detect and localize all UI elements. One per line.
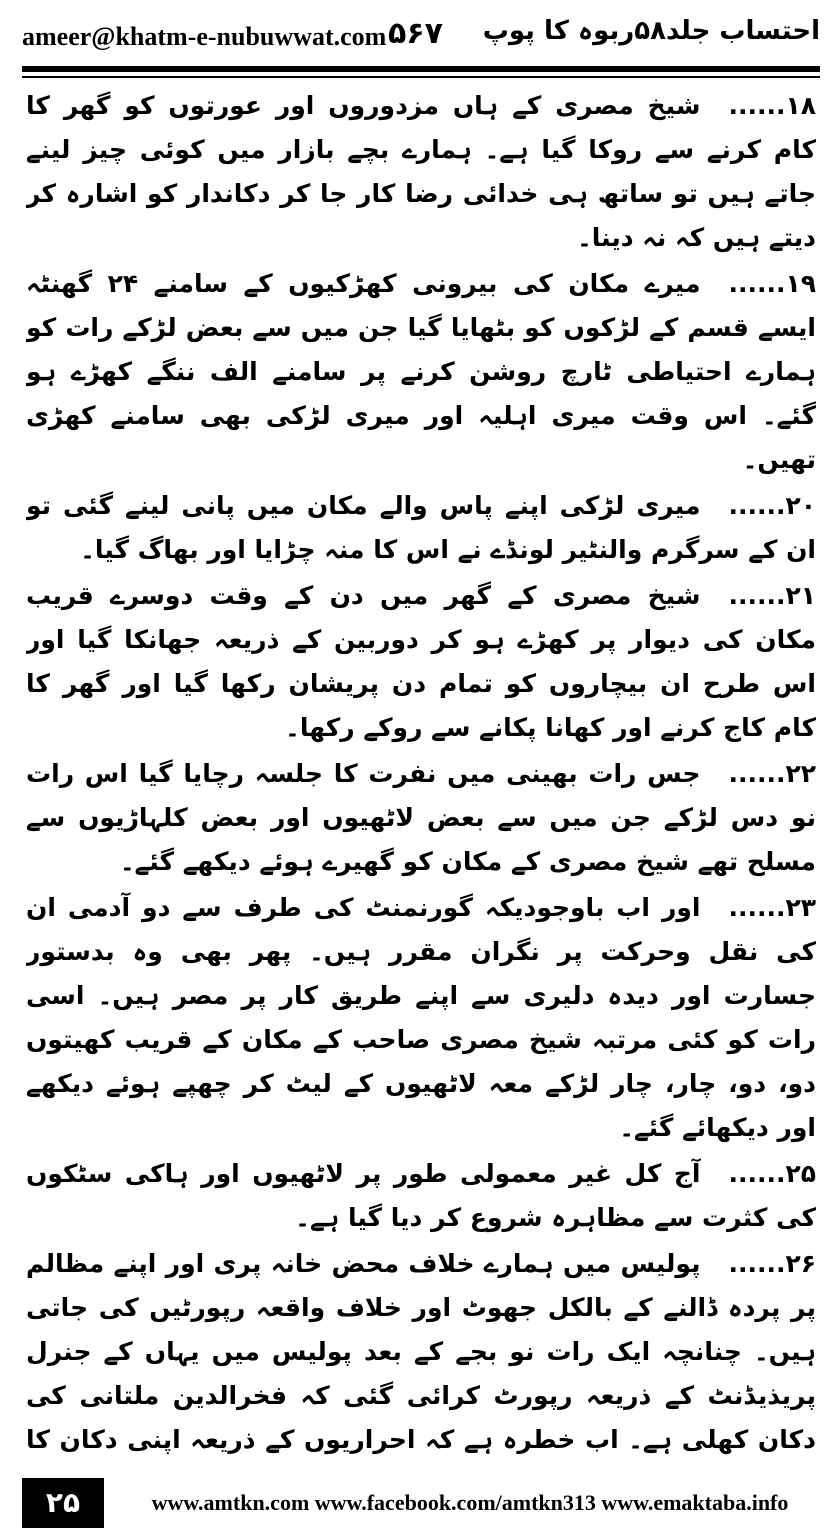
paragraph-text: شیخ مصری کے گھر میں دن کے وقت دوسرے قریب مکان کی دیوار پر کھڑے ہو کر دوربین کے ذریعہ جھانکا گیا اور اس طرح ان بیچاروں کو تمام دن پریشان رکھا گیا اور گھر کا کام کاج کرنے اور کھانا پکانے سے روکے رکھا۔ — [26, 581, 816, 742]
paragraph-20 — [26, 484, 816, 572]
footer-urls: www.amtkn.com www.facebook.com/amtkn313 www.emaktaba.info — [151, 1490, 789, 1515]
paragraph-18 — [26, 84, 816, 260]
paragraph-21 — [26, 574, 816, 750]
paragraph-number: ۲۶...... — [728, 1249, 816, 1278]
paragraph-25 — [26, 1152, 816, 1240]
header-rule-thick — [22, 66, 820, 72]
page-footer — [22, 1478, 820, 1528]
paragraph-number: ۲۳...... — [728, 893, 816, 922]
paragraph-number: ۲۲...... — [728, 759, 816, 788]
paragraph-26 — [26, 1242, 816, 1464]
paragraph-23 — [26, 886, 816, 1150]
paragraph-text: میری لڑکی اپنے پاس والے مکان میں پانی لینے گئی تو ان کے سرگرم والنٹیر لونڈے نے اس کا منہ چڑایا اور بھاگ گیا۔ — [26, 491, 816, 564]
paragraph-text: جس رات بھینی میں نفرت کا جلسہ رچایا گیا اس رات نو دس لڑکے جن میں سے بعض لاٹھیوں اور بعض کلہاڑیوں سے مسلح تھے شیخ مصری کے مکان کو گھیرے ہوئے دیکھے گئے۔ — [26, 759, 816, 876]
page-body — [26, 84, 816, 1464]
page-header — [22, 10, 820, 64]
paragraph-22 — [26, 752, 816, 884]
header-title: احتساب جلد۵۸ربوہ کا پوپ — [482, 16, 820, 46]
paragraph-text: شیخ مصری کے ہاں مزدوروں اور عورتوں کو گھر کا کام کرنے سے روکا گیا ہے۔ ہمارے بچے بازار میں کوئی چیز لینے جاتے ہیں تو ساتھ ہی خدائی رضا کار جا کر دکاندار کو اشارہ کر دیتے ہیں کہ نہ دینا۔ — [26, 91, 816, 252]
paragraph-text: میرے مکان کی بیرونی کھڑکیوں کے سامنے ۲۴ گھنٹہ ایسے قسم کے لڑکوں کو بٹھایا گیا جن میں سے بعض لڑکے رات کو ہمارے احتیاطی ٹارچ روشن کرنے پر سامنے الف ننگے کھڑے ہو گئے۔ اس وقت میری اہلیہ اور میری لڑکی بھی سامنے کھڑی تھیں۔ — [26, 269, 816, 474]
paragraph-19 — [26, 262, 816, 482]
paragraph-text: آج کل غیر معمولی طور پر لاٹھیوں اور ہاکی سٹکوں کی کثرت سے مظاہرہ شروع کر دیا گیا ہے۔ — [26, 1159, 816, 1232]
paragraph-number: ۲۵...... — [728, 1159, 816, 1188]
paragraph-text: پولیس میں ہمارے خلاف محض خانہ پری اور اپنے مظالم پر پردہ ڈالنے کے بالکل جھوٹ اور خلاف واقعہ رپورٹیں کی جاتی ہیں۔ چنانچہ ایک رات نو بجے کے بعد پولیس میں یہاں کے جنرل پریذیڈنٹ کے ذریعہ رپورٹ کرائی گئی کہ فخرالدین ملتانی کی دکان کھلی ہے۔ اب خطرہ ہے کہ احراریوں کے ذریعہ اپنی دکان کا — [26, 1249, 816, 1454]
header-email: ameer@khatm-e-nubuwwat.com — [22, 22, 387, 51]
paragraph-number: ۲۰...... — [728, 491, 816, 520]
header-rule-thin — [22, 76, 820, 78]
footer-page-number: ۲۵ — [22, 1478, 104, 1528]
header-page-number: ۵۶۷ — [388, 16, 443, 51]
paragraph-number: ۲۱...... — [728, 581, 816, 610]
paragraph-number: ۱۸...... — [728, 91, 816, 120]
paragraph-text: اور اب باوجودیکہ گورنمنٹ کی طرف سے دو آدمی ان کی نقل وحرکت پر نگران مقرر ہیں۔ پھر بھی وہ بدستور جسارت اور دیدہ دلیری سے اپنے طریق کار پر مصر ہیں۔ اسی رات کو کئی مرتبہ شیخ مصری صاحب کے مکان کے قریب کھیتوں دو، دو، چار، چار لڑکے معہ لاٹھیوں کے لیٹ کر چھپے ہوئے دیکھے اور دیکھائے گئے۔ — [26, 893, 816, 1142]
paragraph-number: ۱۹...... — [728, 269, 816, 298]
